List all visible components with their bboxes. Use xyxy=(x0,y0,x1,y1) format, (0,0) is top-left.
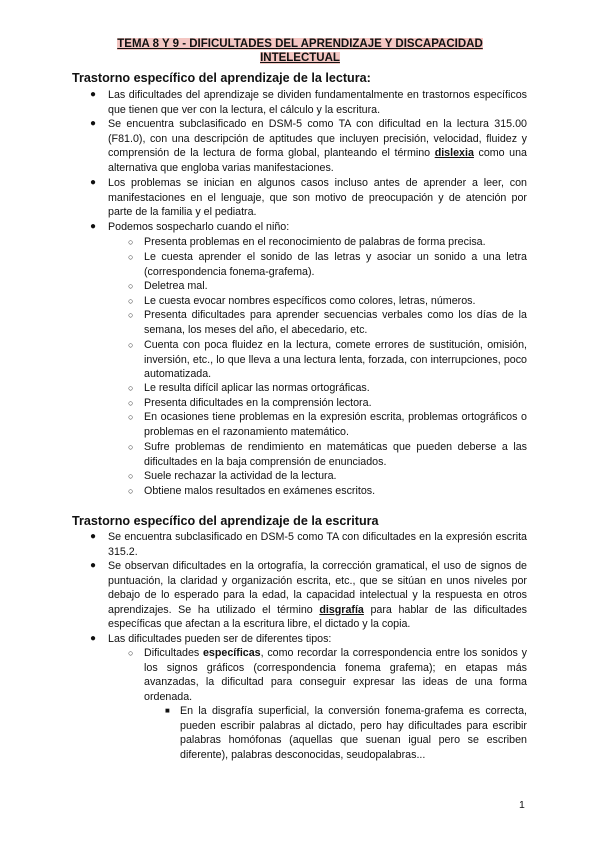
list-item: ● Se encuentra subclasificado en DSM-5 como TA con dificultades en la expresión escrita 315.2. xyxy=(90,531,527,558)
list-item: ○ Cuenta con poca fluidez en la lectura, comete errores de sustitución, omisión, inversión, etc., lo que lleva a una lectura lenta, forzada, con interrupciones, poco automatizada. xyxy=(128,339,527,380)
circle-bullet-icon: ○ xyxy=(128,648,134,658)
list-item: ○ Le resulta difícil aplicar las normas ortográficas. xyxy=(128,382,370,394)
bullet-icon: ● xyxy=(90,89,97,100)
list-item: ● Las dificultades del aprendizaje se dividen fundamentalmente en trastornos específicos que tienen que ver con la lectura, el cálculo y la escritura. xyxy=(90,89,527,116)
circle-bullet-icon: ○ xyxy=(128,296,134,306)
list-item: ○ Suele rechazar la actividad de la lectura. xyxy=(128,470,337,482)
list-item: ○ En ocasiones tiene problemas en la expresión escrita, problemas ortográficos o problemas en el razonamiento matemático. xyxy=(128,411,527,438)
square-bullet-icon: ■ xyxy=(165,706,170,715)
list-item: ● Se observan dificultades en la ortografía, la corrección gramatical, el uso de signos de puntuación, la claridad y organización escrita, etc., que se sitúan en unos niveles por debajo de lo esperado para la edad, la capacidad intelectual y la respuesta en otros aprendizajes. Se ha utilizado el término disgrafía para hablar de las dificultades específicas que afectan a la escritura libre, el dictado y la copia. xyxy=(90,560,528,630)
circle-bullet-icon: ○ xyxy=(128,412,134,422)
list-item: ● Las dificultades pueden ser de diferentes tipos: xyxy=(90,633,332,645)
list-item: ○ Le cuesta evocar nombres específicos como colores, letras, números. xyxy=(128,295,476,307)
list-item: ○ Dificultades específicas, como recordar la correspondencia entre los sonidos y los signos gráficos (correspondencia fonema grafema); en etapas más avanzadas, la dificultad para conseguir expresar las ideas de una forma ordenada. xyxy=(128,647,527,703)
section-heading-lectura: Trastorno específico del aprendizaje de la lectura: xyxy=(72,71,371,85)
circle-bullet-icon: ○ xyxy=(128,281,134,291)
title-line-1: TEMA 8 Y 9 - DIFICULTADES DEL APRENDIZAJE Y DISCAPACIDAD xyxy=(117,38,483,50)
circle-bullet-icon: ○ xyxy=(128,398,134,408)
circle-bullet-icon: ○ xyxy=(128,310,134,320)
circle-bullet-icon: ○ xyxy=(128,340,134,350)
list-item: ● Los problemas se inician en algunos casos incluso antes de aprender a leer, con manifestaciones en el lenguaje, que son motivo de preocupación y de atención por parte de la familia y el pediatra. xyxy=(90,177,527,218)
title-line-2: INTELECTUAL xyxy=(260,52,340,64)
list-item: ○ Deletrea mal. xyxy=(128,280,208,292)
list-item: ● Podemos sospecharlo cuando el niño: xyxy=(90,221,290,233)
list-item: ○ Sufre problemas de rendimiento en matemáticas que pueden deberse a las dificultades en la baja comprensión de enunciados. xyxy=(128,441,527,468)
bullet-icon: ● xyxy=(90,177,97,188)
term-dislexia: dislexia xyxy=(434,147,474,159)
list-item: ● Se encuentra subclasificado en DSM-5 como TA con dificultad en la lectura 315.00 (F81.0), con una descripción de aptitudes que incluyen precisión, velocidad, fluidez y comprensión de la lectura de forma global, planteando el término dislexia como una alternativa que engloba varias manifestaciones. xyxy=(90,118,528,174)
page-title xyxy=(105,37,495,65)
list-item: ○ Le cuesta aprender el sonido de las letras y asociar un sonido a una letra (correspondencia fonema-grafema). xyxy=(128,251,527,278)
bullet-icon: ● xyxy=(90,560,97,571)
page-number: 1 xyxy=(519,799,525,811)
bullet-icon: ● xyxy=(90,221,97,232)
section-heading-escritura: Trastorno específico del aprendizaje de la escritura xyxy=(72,514,379,528)
circle-bullet-icon: ○ xyxy=(128,252,134,262)
list-item: ○ Presenta problemas en el reconocimiento de palabras de forma precisa. xyxy=(128,236,486,248)
bullet-icon: ● xyxy=(90,531,97,542)
circle-bullet-icon: ○ xyxy=(128,471,134,481)
list-item: ■ En la disgrafía superficial, la conversión fonema-grafema es correcta, pueden escribir palabras al dictado, pero hay dificultades para escribir palabras homófonas (aquellas que suenan igual pero se escriben diferente), palabras desconocidas, seudopalabras... xyxy=(165,705,527,761)
bullet-icon: ● xyxy=(90,633,97,644)
term-especificas: específicas xyxy=(202,647,261,659)
circle-bullet-icon: ○ xyxy=(128,486,134,496)
circle-bullet-icon: ○ xyxy=(128,237,134,247)
term-disgrafia: disgrafía xyxy=(319,603,364,616)
circle-bullet-icon: ○ xyxy=(128,383,134,393)
bullet-icon: ● xyxy=(90,118,97,129)
circle-bullet-icon: ○ xyxy=(128,442,134,452)
list-item: ○ Presenta dificultades en la comprensión lectora. xyxy=(128,397,372,409)
list-item: ○ Presenta dificultades para aprender secuencias verbales como los días de la semana, los meses del año, el abecedario, etc. xyxy=(128,309,527,336)
list-item: ○ Obtiene malos resultados en exámenes escritos. xyxy=(128,485,376,497)
